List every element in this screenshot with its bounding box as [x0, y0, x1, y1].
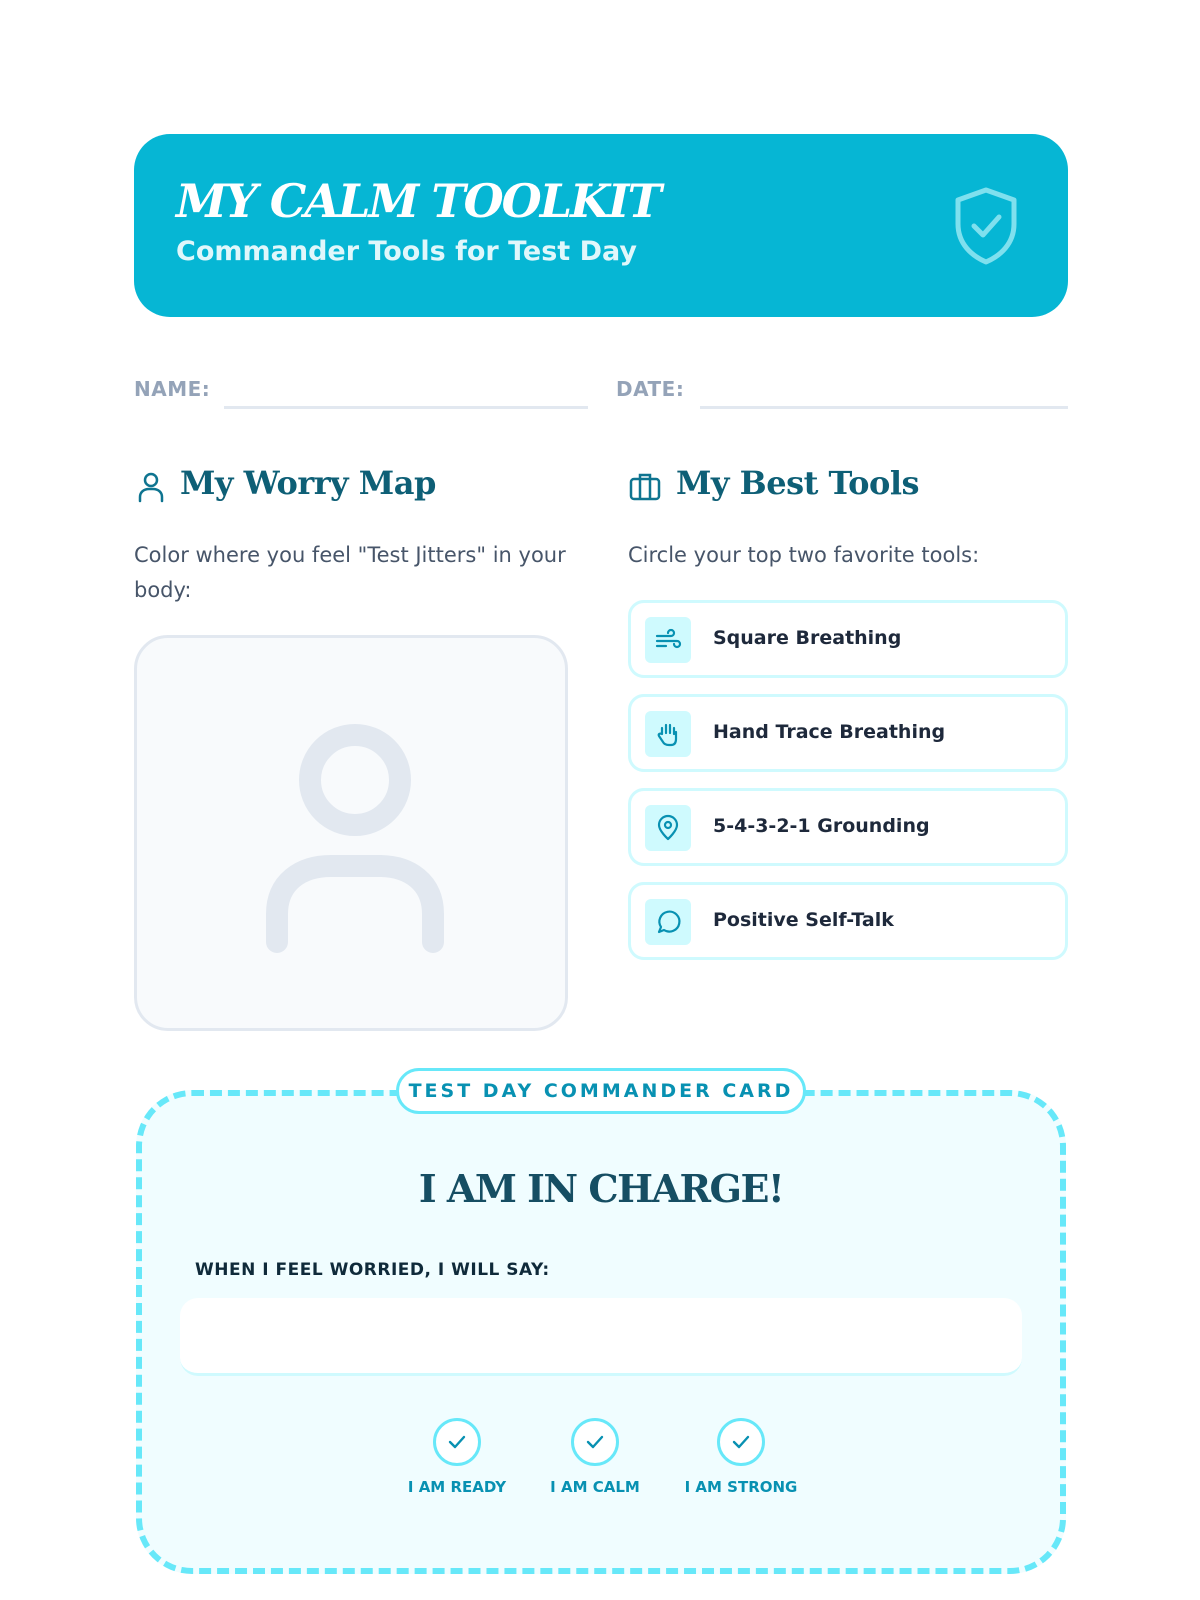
check-icon[interactable] [433, 1418, 481, 1466]
tool-item-grounding[interactable] [628, 788, 1068, 866]
tool-item-positive-self-talk[interactable] [628, 882, 1068, 960]
header-banner [134, 134, 1068, 317]
body-outline-icon [265, 724, 445, 954]
affirmation-label: I AM READY [407, 1478, 507, 1496]
best-tools-title: My Best Tools [676, 464, 919, 502]
check-icon[interactable] [717, 1418, 765, 1466]
tool-label: Positive Self-Talk [713, 909, 894, 931]
hand-icon [645, 711, 691, 757]
shield-check-icon [952, 186, 1020, 266]
page-subtitle: Commander Tools for Test Day [176, 236, 638, 267]
affirmation-strong[interactable] [671, 1418, 811, 1496]
page-title: MY CALM TOOLKIT [176, 174, 660, 228]
affirmation-label: I AM CALM [550, 1478, 640, 1496]
affirmation-ready[interactable] [387, 1418, 527, 1496]
tool-label: Hand Trace Breathing [713, 721, 946, 743]
person-icon [134, 470, 168, 504]
wind-icon [645, 617, 691, 663]
tool-label: Square Breathing [713, 627, 902, 649]
commander-card-prompt: WHEN I FEEL WORRIED, I WILL SAY: [195, 1260, 550, 1280]
affirmation-calm[interactable] [525, 1418, 665, 1496]
name-label: NAME: [134, 377, 211, 401]
tool-item-square-breathing[interactable] [628, 600, 1068, 678]
date-label: DATE: [616, 377, 685, 401]
commander-card-heading: I AM IN CHARGE! [418, 1166, 784, 1211]
best-tools-description: Circle your top two favorite tools: [628, 543, 980, 567]
worry-map-canvas[interactable] [134, 635, 568, 1031]
tool-item-hand-trace-breathing[interactable] [628, 694, 1068, 772]
toolbox-icon [628, 470, 662, 504]
map-pin-icon [645, 805, 691, 851]
date-field[interactable] [700, 406, 1068, 409]
affirmation-label: I AM STRONG [684, 1478, 798, 1496]
self-talk-input[interactable] [180, 1298, 1022, 1376]
speech-bubble-icon [645, 899, 691, 945]
tool-label: 5-4-3-2-1 Grounding [713, 815, 930, 837]
worry-map-description: Color where you feel "Test Jitters" in your body: [134, 543, 566, 602]
worry-map-title: My Worry Map [180, 464, 436, 502]
check-icon[interactable] [571, 1418, 619, 1466]
commander-card-badge: TEST DAY COMMANDER CARD [396, 1068, 806, 1114]
name-field[interactable] [224, 406, 588, 409]
